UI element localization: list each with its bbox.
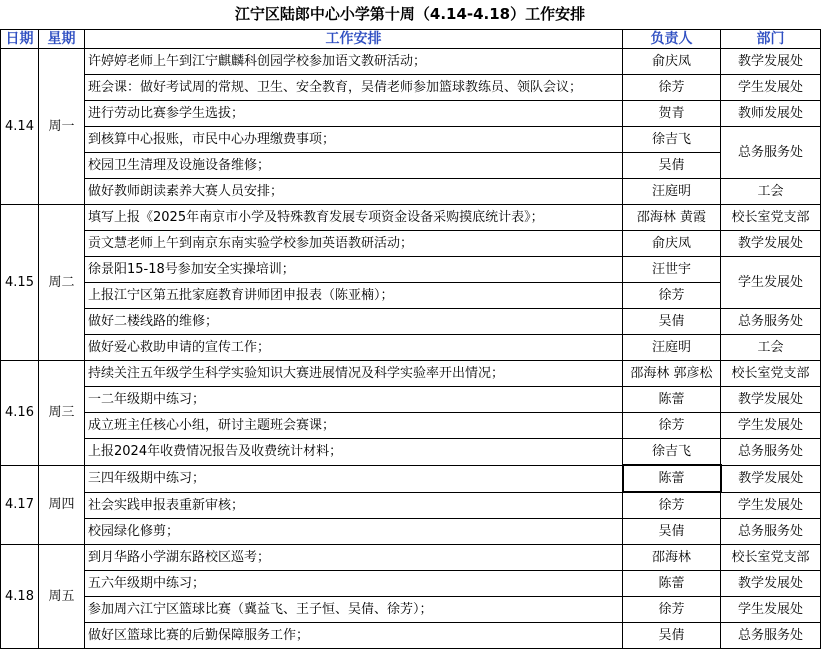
table-row — [1, 519, 821, 545]
date-cell[interactable]: 4.17 — [1, 465, 39, 545]
task-cell[interactable]: 校园绿化修剪； — [85, 519, 623, 545]
dept-cell[interactable]: 校长室党支部 — [721, 205, 821, 231]
table-row — [1, 309, 821, 335]
owner-cell[interactable]: 吴倩 — [623, 519, 721, 545]
dept-cell[interactable]: 教学发展处 — [721, 465, 821, 492]
weekday-cell[interactable]: 周五 — [39, 545, 85, 649]
owner-cell[interactable]: 贺青 — [623, 101, 721, 127]
table-row — [1, 179, 821, 205]
task-cell[interactable]: 三四年级期中练习； — [85, 465, 623, 492]
task-cell[interactable]: 做好二楼线路的维修； — [85, 309, 623, 335]
date-cell[interactable]: 4.16 — [1, 361, 39, 466]
dept-cell[interactable]: 教学发展处 — [721, 571, 821, 597]
owner-cell[interactable]: 徐芳 — [623, 597, 721, 623]
owner-cell[interactable]: 陈蕾 — [623, 571, 721, 597]
dept-cell[interactable]: 学生发展处 — [721, 413, 821, 439]
weekday-cell[interactable]: 周一 — [39, 49, 85, 205]
table-row — [1, 413, 821, 439]
dept-cell-merged[interactable]: 学生发展处 — [721, 257, 821, 309]
owner-cell[interactable]: 徐吉飞 — [623, 127, 721, 153]
dept-cell[interactable]: 教师发展处 — [721, 101, 821, 127]
date-cell[interactable]: 4.18 — [1, 545, 39, 649]
dept-cell[interactable]: 总务服务处 — [721, 309, 821, 335]
weekday-cell[interactable]: 周三 — [39, 361, 85, 466]
table-row — [1, 75, 821, 101]
task-cell[interactable]: 做好教师朗读素养大赛人员安排； — [85, 179, 623, 205]
task-cell[interactable]: 贡文慧老师上午到南京东南实验学校参加英语教研活动； — [85, 231, 623, 257]
table-row — [1, 127, 821, 153]
owner-cell[interactable]: 徐芳 — [623, 492, 721, 519]
owner-cell[interactable]: 汪世宇 — [623, 257, 721, 283]
task-cell[interactable]: 到月华路小学湖东路校区巡考； — [85, 545, 623, 571]
table-row — [1, 545, 821, 571]
task-cell[interactable]: 参加周六江宁区篮球比赛（冀益飞、王子恒、吴倩、徐芳）； — [85, 597, 623, 623]
table-row — [1, 465, 821, 492]
date-cell[interactable]: 4.14 — [1, 49, 39, 205]
table-row — [1, 335, 821, 361]
table-row — [1, 101, 821, 127]
table-row — [1, 571, 821, 597]
owner-cell[interactable]: 汪庭明 — [623, 335, 721, 361]
owner-cell[interactable]: 汪庭明 — [623, 179, 721, 205]
owner-cell[interactable]: 俞庆凤 — [623, 49, 721, 75]
task-cell[interactable]: 社会实践申报表重新审核； — [85, 492, 623, 519]
table-row — [1, 492, 821, 519]
weekday-cell[interactable]: 周二 — [39, 205, 85, 361]
task-cell[interactable]: 填写上报《2025年南京市小学及特殊教育发展专项资金设备采购摸底统计表》； — [85, 205, 623, 231]
owner-cell[interactable]: 吴倩 — [623, 623, 721, 649]
dept-cell[interactable]: 学生发展处 — [721, 492, 821, 519]
owner-cell[interactable]: 邵海林 黄霞 — [623, 205, 721, 231]
task-cell[interactable]: 上报2024年收费情况报告及收费统计材料； — [85, 439, 623, 466]
header-owner[interactable]: 负责人 — [623, 30, 721, 49]
task-cell[interactable]: 做好爱心救助申请的宣传工作； — [85, 335, 623, 361]
dept-cell[interactable]: 教学发展处 — [721, 387, 821, 413]
table-row — [1, 153, 821, 179]
header-weekday[interactable]: 星期 — [39, 30, 85, 49]
schedule-table — [0, 29, 821, 649]
task-cell[interactable]: 成立班主任核心小组，研讨主题班会赛课； — [85, 413, 623, 439]
owner-cell[interactable]: 徐芳 — [623, 283, 721, 309]
dept-cell[interactable]: 校长室党支部 — [721, 361, 821, 387]
date-cell[interactable]: 4.15 — [1, 205, 39, 361]
dept-cell[interactable]: 教学发展处 — [721, 231, 821, 257]
task-cell[interactable]: 徐景阳15-18号参加安全实操培训； — [85, 257, 623, 283]
table-row — [1, 283, 821, 309]
table-row — [1, 361, 821, 387]
header-task[interactable]: 工作安排 — [85, 30, 623, 49]
owner-cell[interactable]: 陈蕾 — [623, 387, 721, 413]
owner-cell[interactable]: 吴倩 — [623, 309, 721, 335]
owner-cell[interactable]: 邵海林 郭彦松 — [623, 361, 721, 387]
owner-cell[interactable]: 俞庆凤 — [623, 231, 721, 257]
task-cell[interactable]: 进行劳动比赛参学生选拔； — [85, 101, 623, 127]
dept-cell[interactable]: 教学发展处 — [721, 49, 821, 75]
owner-cell[interactable]: 邵海林 — [623, 545, 721, 571]
owner-cell[interactable]: 徐芳 — [623, 413, 721, 439]
sheet-title[interactable]: 江宁区陆郎中心小学第十周（4.14-4.18）工作安排 — [0, 0, 820, 30]
table-row — [1, 257, 821, 283]
table-row — [1, 205, 821, 231]
table-row — [1, 387, 821, 413]
table-row — [1, 49, 821, 75]
header-date[interactable]: 日期 — [1, 30, 39, 49]
table-row — [1, 231, 821, 257]
task-cell[interactable]: 持续关注五年级学生科学实验知识大赛进展情况及科学实验率开出情况； — [85, 361, 623, 387]
table-row — [1, 439, 821, 466]
table-row — [1, 623, 821, 649]
task-cell[interactable]: 到核算中心报账，市民中心办理缴费事项； — [85, 127, 623, 153]
owner-cell[interactable]: 徐吉飞 — [623, 439, 721, 466]
owner-cell[interactable]: 陈蕾 — [623, 465, 721, 492]
dept-cell-merged[interactable]: 总务服务处 — [721, 127, 821, 179]
dept-cell[interactable]: 校长室党支部 — [721, 545, 821, 571]
task-cell[interactable]: 班会课：做好考试周的常规、卫生、安全教育，吴倩老师参加篮球教练员、领队会议； — [85, 75, 623, 101]
dept-cell[interactable]: 工会 — [721, 335, 821, 361]
owner-cell[interactable]: 吴倩 — [623, 153, 721, 179]
dept-cell[interactable]: 工会 — [721, 179, 821, 205]
dept-cell[interactable]: 总务服务处 — [721, 623, 821, 649]
task-cell[interactable]: 五六年级期中练习； — [85, 571, 623, 597]
owner-cell[interactable]: 徐芳 — [623, 75, 721, 101]
header-dept[interactable]: 部门 — [721, 30, 821, 49]
dept-cell[interactable]: 学生发展处 — [721, 75, 821, 101]
task-cell[interactable]: 校园卫生清理及设施设备维修； — [85, 153, 623, 179]
header-row — [1, 30, 821, 49]
task-cell[interactable]: 许婷婷老师上午到江宁麒麟科创园学校参加语文教研活动； — [85, 49, 623, 75]
dept-cell[interactable]: 总务服务处 — [721, 519, 821, 545]
task-cell[interactable]: 做好区篮球比赛的后勤保障服务工作； — [85, 623, 623, 649]
weekday-cell[interactable]: 周四 — [39, 465, 85, 545]
task-cell[interactable]: 上报江宁区第五批家庭教育讲师团申报表（陈亚楠）； — [85, 283, 623, 309]
dept-cell[interactable]: 总务服务处 — [721, 439, 821, 466]
dept-cell[interactable]: 学生发展处 — [721, 597, 821, 623]
table-row — [1, 597, 821, 623]
task-cell[interactable]: 一二年级期中练习； — [85, 387, 623, 413]
